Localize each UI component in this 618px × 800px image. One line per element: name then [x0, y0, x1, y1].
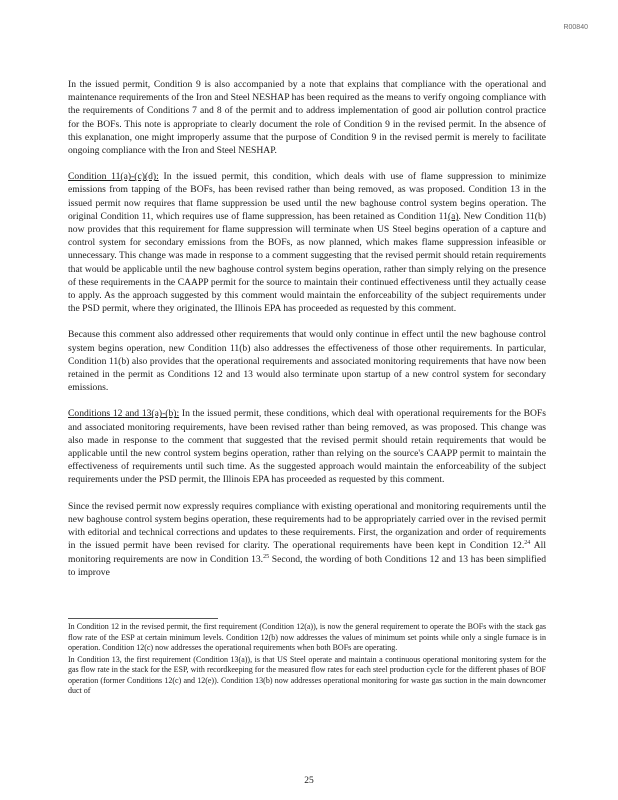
- paragraph-condition-11: [68, 170, 546, 315]
- body-text: [68, 78, 546, 588]
- footnote-25: In Condition 13, the first requirement (Condition 13(a)), is that US Steel operate and maintain a continuous operational monitoring system for the gas flow rate in the stack for the ESP, with recordkeeping for the measured flow rates for each steel production cycle for the different phases of BOF operation (former Conditions 12(c) and 12(e)). Condition 13(b) now addresses operational monitoring for waste gas suction in the main downcomer duct of: [68, 654, 546, 695]
- paragraph-revised-text-c: Second, the wording of both Conditions 12 and 13 has been simplified to improve: [68, 553, 546, 578]
- paragraph-revised-text-b: All monitoring requirements are now in Condition 13.: [68, 540, 547, 565]
- footnotes: [68, 622, 546, 698]
- footnote-24: In Condition 12 in the revised permit, the first requirement (Condition 12(a)), is now the general requirement to operate the BOFs with the stack gas flow rate of the ESP at certain minimum levels. Condition 12(b) now addresses the values of minimum set points while only a single furnace is in operation. Condition 12(c) now addresses the operational requirements when both BOFs are operating.: [68, 622, 546, 652]
- condition-11a-mark: (a): [447, 210, 459, 222]
- condition-11-heading: Condition 11(a)-(c)(d):: [68, 171, 159, 183]
- conditions-12-13-heading: Conditions 12 and 13(a)-(b):: [68, 408, 180, 420]
- paragraph-other-requirements: Because this comment also addressed other requirements that would only continue in effect until the new baghouse control system begins operation, new Condition 11(b) also addresses the effectiveness of those other requirements. In particular, Condition 11(b) also provides that the operational requirements and associated monitoring requirements that have now been retained in the permit as Conditions 12 and 13 would also terminate upon startup of a new control system for secondary emissions.: [68, 329, 546, 394]
- paragraph-revised-permit-requirements: [68, 500, 546, 579]
- paragraph-condition-11-text-b: . New Condition 11(b) now provides that this requirement for flame suppression will terminate when US Steel begins operation of a capture and control system for secondary emissions from the BOFs, as now planned, which makes flame suppression infeasible or unnecessary. This change was made in response to a comment suggesting that the revised permit should retain requirements that would be applicable until the new baghouse control system begins operation, rather than simply relying on the presence of these requirements in the CAAPP permit for the source to maintain their continued effectiveness until they actually cease to apply. As the approach suggested by this comment would maintain the enforceability of the subject requirements under the PSD permit, where they originated, the Illinois EPA has proceeded as requested by this comment.: [68, 210, 546, 315]
- paragraph-condition-11-text-a: In the issued permit, this condition, which deals with use of flame suppression to minimize emissions from tapping of the BOFs, has been revised rather than being removed, as was proposed. Condition 13 in the issued permit now requires that flame suppression be used until the new baghouse control system begins operation. The original Condition 11, which requires use of flame suppression, has been retained as Condition 11: [68, 171, 546, 222]
- paragraph-condition-9-note: In the issued permit, Condition 9 is also accompanied by a note that explains that compliance with the operational and maintenance requirements of the Iron and Steel NESHAP has been required as the means to verify ongoing compliance with the requirements of Conditions 7 and 8 of the permit and to address implementation of good air pollution control practice for the BOFs. This note is appropriate to clearly document the role of Condition 9 in the revised permit. In the absence of this explanation, one might improperly assume that the purpose of Condition 9 in the revised permit is merely to facilitate ongoing compliance with the Iron and Steel NESHAP.: [68, 79, 546, 157]
- paragraph-conditions-12-13: [68, 407, 546, 486]
- paragraph-conditions-12-13-text: In the issued permit, these conditions, which deal with operational requirements for the BOFs and associated monitoring requirements, have been revised rather than being removed, as was proposed. This change was also made in response to the comment that suggested that the revised permit should retain requirements that would be applicable until the new control system begins operation, rather than relying on the source's CAAPP permit to maintain the effectiveness of requirements until such time. As the suggested approach would maintain the enforceability of the subject requirements under the PSD permit, the Illinois EPA has proceeded as requested by this comment.: [68, 408, 546, 486]
- paragraph-revised-text-a: Since the revised permit now expressly requires compliance with existing operational and monitoring requirements until the new baghouse control system begins operation, these requirements had to be appropriately carried over in the revised permit with editorial and technical corrections and updates to these requirements. First, the organization and order of requirements in the issued permit have been revised for clarity. The operational requirements have been kept in Condition 12.: [68, 500, 546, 552]
- footnote-ref-24: 24: [524, 540, 531, 547]
- page-number: 25: [304, 776, 314, 786]
- footnote-ref-25: 25: [263, 553, 270, 560]
- footnote-divider: [68, 618, 218, 619]
- bates-stamp: R00840: [563, 24, 588, 31]
